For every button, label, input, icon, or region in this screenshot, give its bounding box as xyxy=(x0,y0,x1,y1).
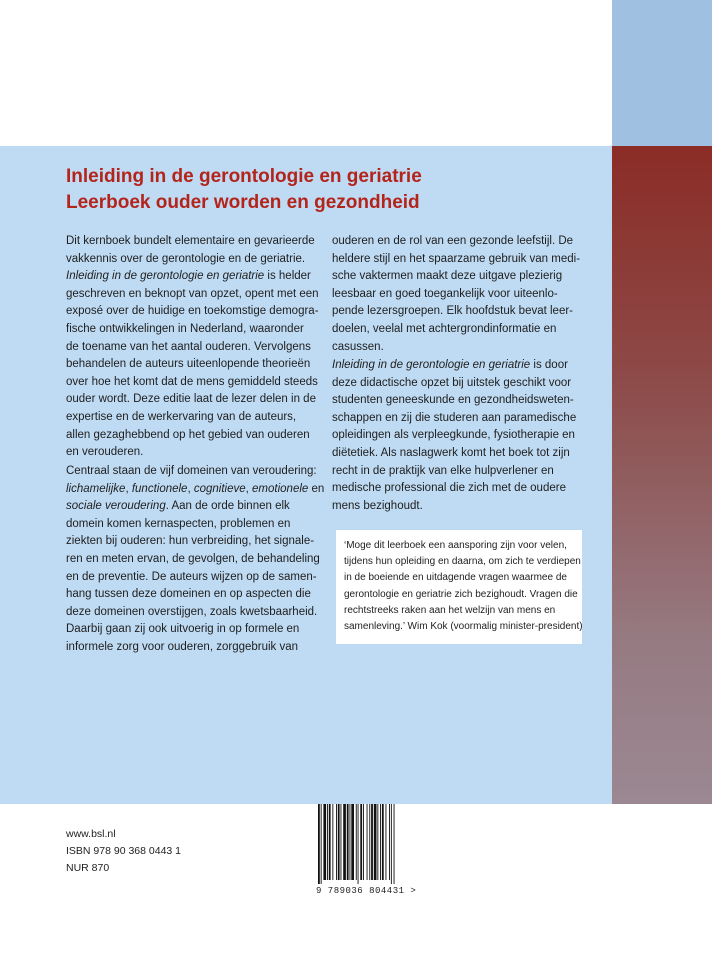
barcode-bar xyxy=(367,804,368,880)
barcode-bar xyxy=(332,804,333,880)
text-line: deze didactische opzet bij uitstek geschikt voor xyxy=(332,376,572,389)
text-line: over hoe het komt dat de mens gemiddeld steeds xyxy=(66,375,318,388)
text-line: Inleiding in de gerontologie en geriatrie is door xyxy=(332,359,568,371)
spine-gradient-band xyxy=(612,146,712,804)
blurb-left-paragraph-1 xyxy=(66,233,319,462)
barcode-bar xyxy=(336,804,337,880)
barcode-bar xyxy=(347,804,349,880)
text-line: diëtetiek. Als naslagwerk komt het boek tot zijn xyxy=(332,446,570,459)
text-line: ziekten bij ouderen: hun verbreiding, het signale- xyxy=(66,535,315,548)
text-line: sociale veroudering. Aan de orde binnen elk xyxy=(66,500,290,513)
text-line: studenten geneeskunde en gezondheidsweten- xyxy=(332,394,574,407)
text-line: behandelen de auteurs uiteenlopende theorieën xyxy=(66,358,311,371)
publisher-website: www.bsl.nl xyxy=(66,828,116,840)
text-line: allen gezaghebbend op het gebied van ouderen xyxy=(66,428,310,441)
text-line: gerontologie en geriatrie zich bezighoudt. Vragen die xyxy=(344,588,578,600)
text-line: de toename van het aantal ouderen. Vervolgens xyxy=(66,340,311,353)
text-line: domein komen kernaspecten, problemen en xyxy=(66,517,291,530)
barcode-bar xyxy=(321,804,322,884)
barcode-bar xyxy=(341,804,342,880)
barcode-bar xyxy=(358,804,359,884)
barcode-bar xyxy=(360,804,362,880)
text-line: Dit kernboek bundelt elementaire en gevarieerde xyxy=(66,235,315,247)
barcode-bar xyxy=(323,804,326,880)
barcode-bar xyxy=(377,804,378,880)
barcode-bar xyxy=(391,804,392,884)
spine-top-block xyxy=(612,0,712,146)
blurb-right-paragraph-2 xyxy=(332,357,576,515)
nur-code: NUR 870 xyxy=(66,862,110,874)
text-line: Centraal staan de vijf domeinen van veroudering: xyxy=(66,465,317,477)
text-line: ‘Moge dit leerboek een aansporing zijn voor velen, xyxy=(344,540,567,551)
text-line: recht in de praktijk van elke hulpverlener en xyxy=(332,464,554,477)
barcode-bar xyxy=(394,804,395,884)
text-line: schappen en zij die studeren aan paramedische xyxy=(332,411,577,424)
text-line: vakkennis over de gerontologie en de geriatrie. xyxy=(66,252,306,265)
text-line: expertise en de werkervaring van de auteurs, xyxy=(66,410,297,423)
isbn-barcode xyxy=(316,804,417,896)
text-line: lichamelijke, functionele, cognitieve, emotionele en xyxy=(66,482,325,495)
barcode-bar xyxy=(363,804,364,880)
text-line: Daarbij gaan zij ook uitvoerig in op formele en xyxy=(66,623,300,636)
text-line: ren en meten ervan, de gevolgen, de behandeling xyxy=(66,552,320,565)
text-line: samenleving.’ Wim Kok (voormalig minister-president) xyxy=(344,621,583,633)
barcode-bar xyxy=(338,804,340,880)
text-line: informele zorg voor ouderen, zorggebruik van xyxy=(66,640,299,653)
barcode-bars xyxy=(316,804,414,884)
text-line: fische ontwikkelingen in Nederland, waaronder xyxy=(66,322,304,335)
text-line: leesbaar en goed toegankelijk voor uiteenlo- xyxy=(332,287,558,300)
text-line: en de preventie. De auteurs wijzen op de samen- xyxy=(66,570,317,583)
text-line: doelen, veelal met achtergrondinformatie en xyxy=(332,322,557,335)
text-line: ouder wordt. Deze editie laat de lezer delen in de xyxy=(66,393,316,406)
barcode-bar xyxy=(327,804,328,880)
barcode-bar xyxy=(329,804,331,880)
text-line: en verouderen. xyxy=(66,446,144,459)
barcode-bar xyxy=(356,804,357,880)
text-line: in de boeiende en uitdagende vragen waarmee de xyxy=(344,572,567,584)
text-line: medische professional die zich met de oudere xyxy=(332,482,566,495)
barcode-bar xyxy=(318,804,320,884)
text-line: Inleiding in de gerontologie en geriatrie is helder xyxy=(66,270,311,283)
text-line: hang tussen deze domeinen en op aspecten die xyxy=(66,588,311,601)
barcode-bar xyxy=(351,804,354,880)
barcode-bar xyxy=(374,804,377,880)
barcode-bar xyxy=(380,804,381,880)
text-line: mens bezighoudt. xyxy=(332,499,423,512)
text-line: deze domeinen overstijgen, zoals kwetsbaarheid. xyxy=(66,605,318,618)
blurb-left-paragraph-2 xyxy=(66,463,324,657)
text-line: casussen. xyxy=(332,340,384,353)
barcode-bar xyxy=(389,804,390,880)
text-line: sche vaktermen maakt deze uitgave plezierig xyxy=(332,270,563,283)
text-line: opleidingen als verpleegkunde, fysiotherapie en xyxy=(332,429,575,442)
text-line: geschreven en beknopt van opzet, opent met een xyxy=(66,287,319,300)
barcode-bar xyxy=(371,804,373,880)
publisher-info xyxy=(66,826,181,877)
text-line: heldere stijl en het spaarzame gebruik van medi- xyxy=(332,252,581,265)
text-line: ouderen en de rol van een gezonde leefstijl. De xyxy=(332,235,574,247)
endorsement-quote-box xyxy=(336,530,582,644)
barcode-bar xyxy=(386,804,387,880)
barcode-bar xyxy=(343,804,346,880)
barcode-bar xyxy=(350,804,351,880)
blurb-right-paragraph-1 xyxy=(332,233,580,356)
text-line: pende lezersgroepen. Elk hoofdstuk bevat leer- xyxy=(332,305,574,318)
text-line: rechtstreeks raken aan het welzijn van mens en xyxy=(344,604,556,616)
isbn-number: ISBN 978 90 368 0443 1 xyxy=(66,845,182,857)
text-line: exposé over de huidige en toekomstige demogra- xyxy=(66,305,319,318)
book-subtitle: Leerboek ouder worden en gezondheid xyxy=(66,192,420,213)
barcode-bar xyxy=(369,804,370,880)
book-title: Inleiding in de gerontologie en geriatrie xyxy=(66,166,422,187)
text-line: tijdens hun opleiding en daarna, om zich te verdiepen xyxy=(344,556,581,568)
barcode-digits: 9 789036 804431 > xyxy=(316,886,417,896)
barcode-bar xyxy=(382,804,384,880)
